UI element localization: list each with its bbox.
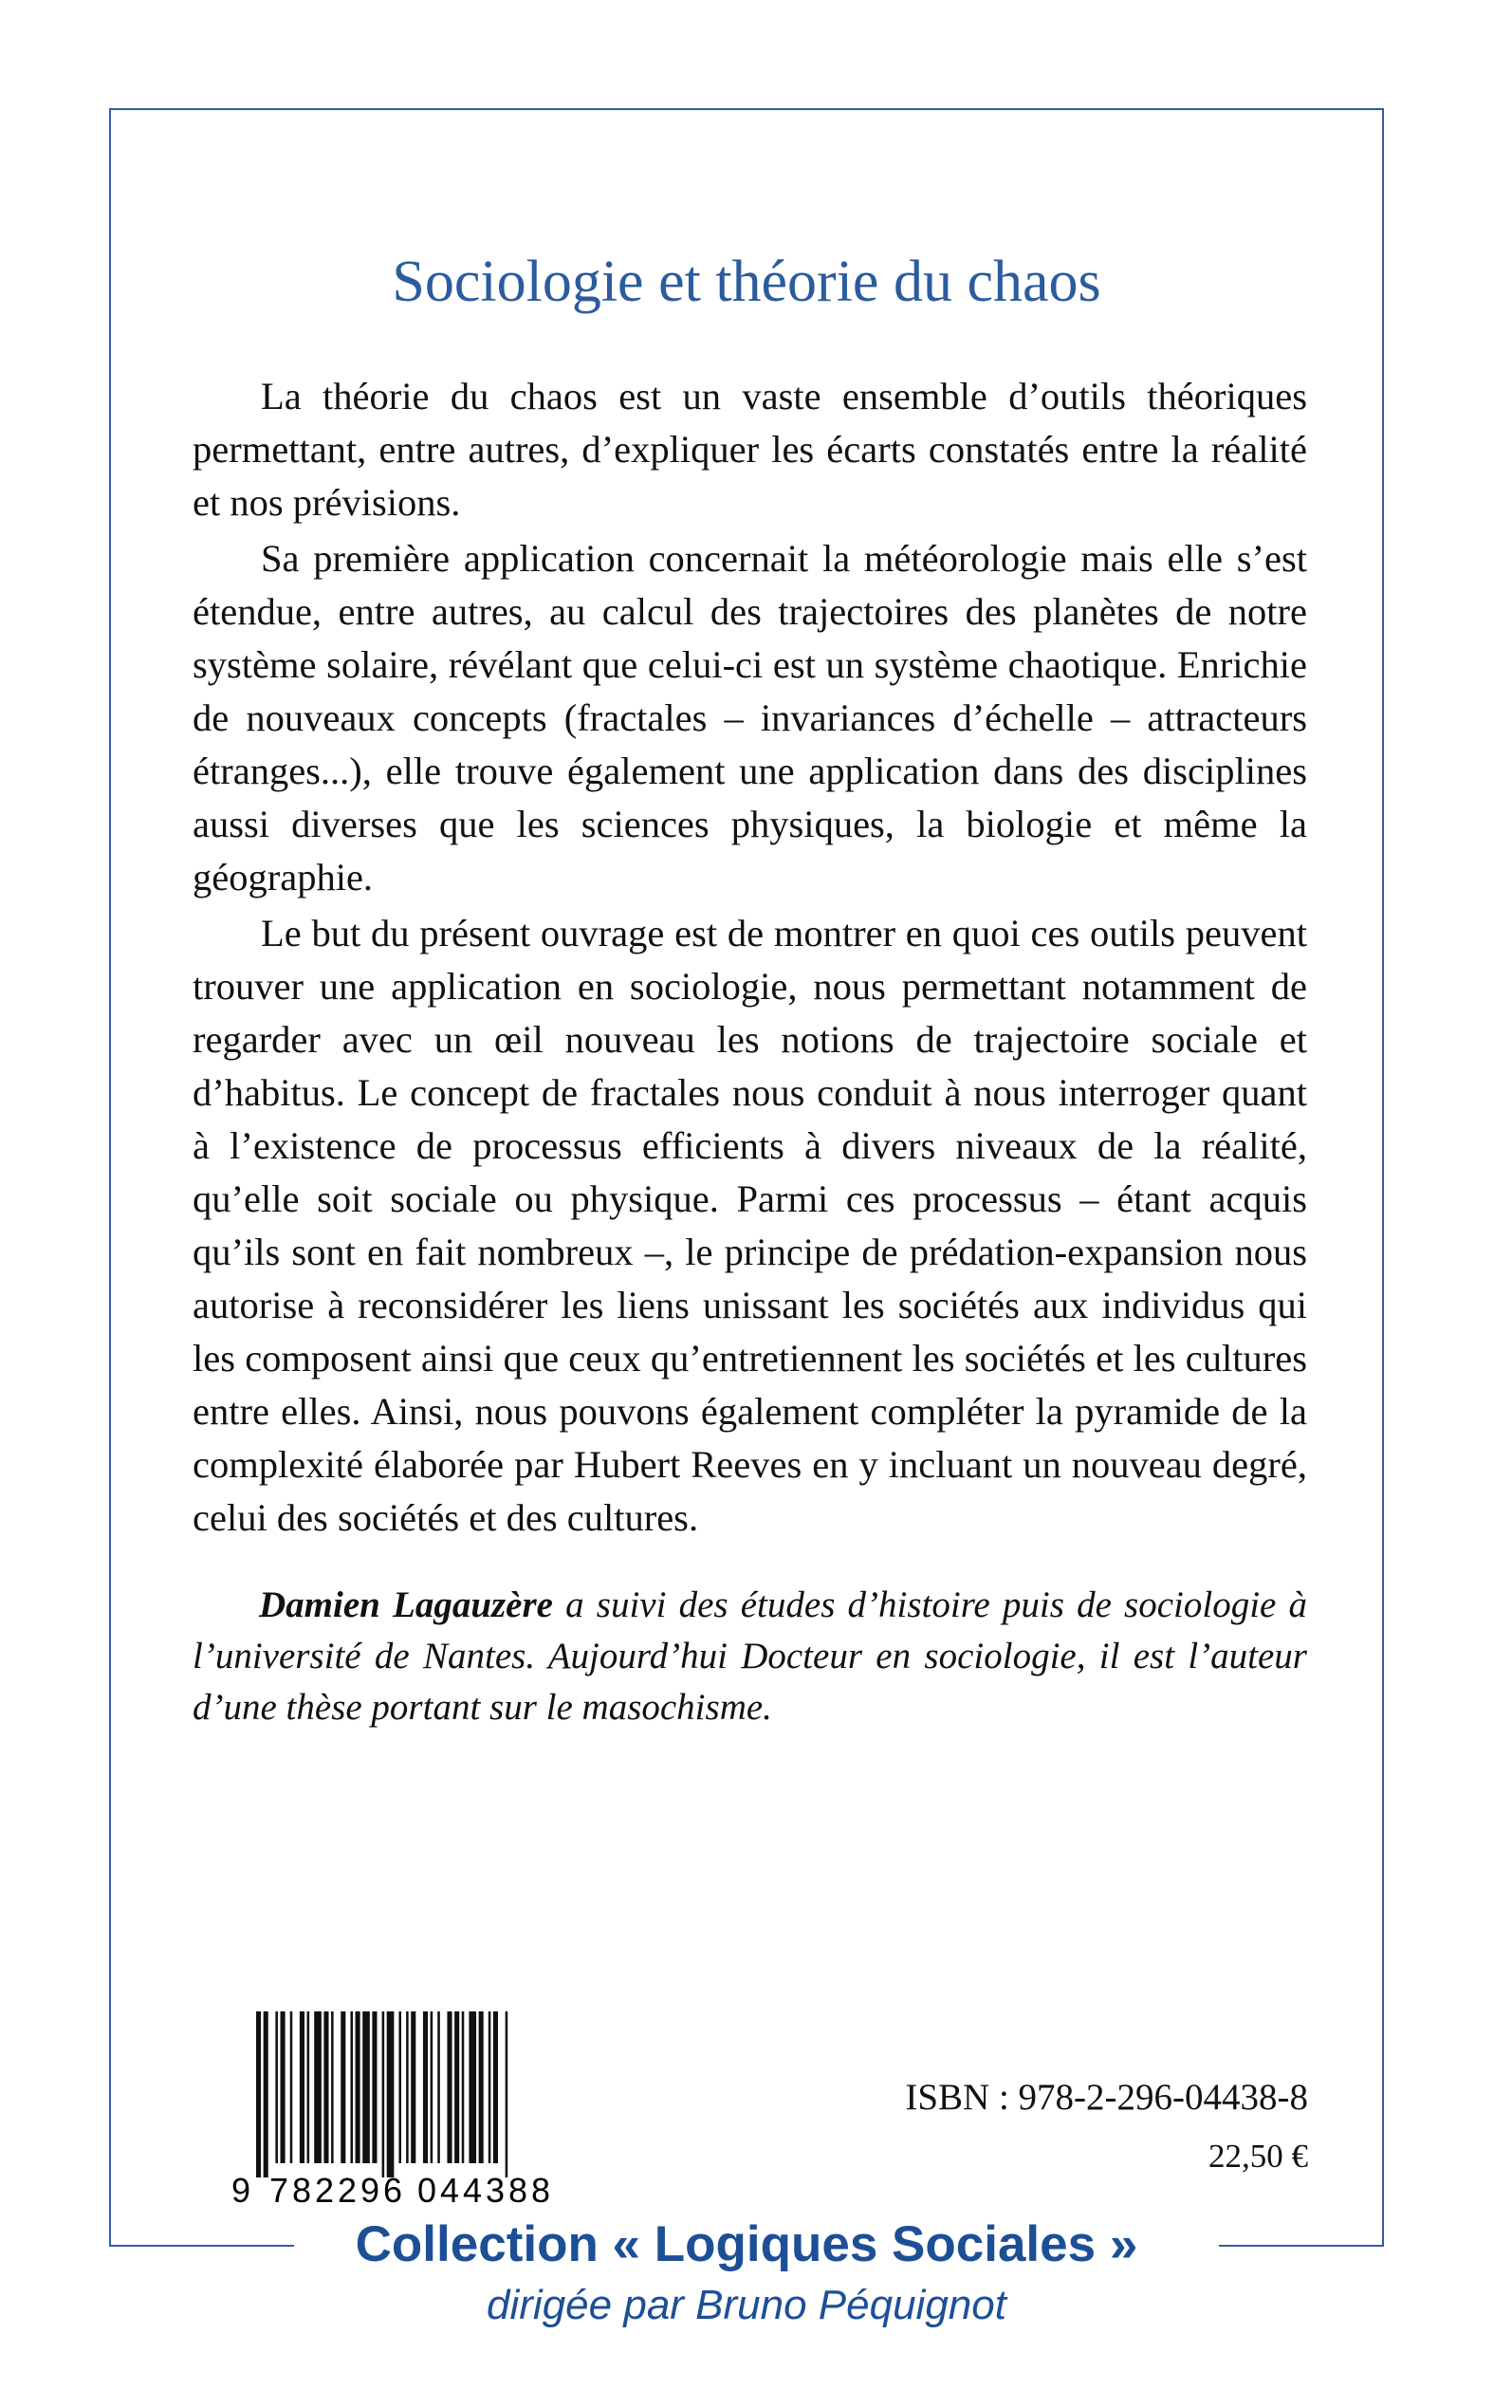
barcode-first-digit: 9 xyxy=(231,2171,251,2209)
barcode-bar xyxy=(341,2011,345,2163)
back-cover-summary xyxy=(193,370,1307,1547)
summary-paragraph-3: Le but du présent ouvrage est de montrer en quoi ces outils peuvent trouver une application en sociologie, nous permettant notamment de regarder avec un œil nouveau les notions de trajectoire sociale et d’habitus. Le concept de fractales nous conduit à nous interroger quant à l’existence de processus efficients à divers niveaux de la réalité, qu’elle soit sociale ou physique. Parmi ces processus – étant acquis qu’ils sont en fait nombreux –, le principe de prédation-expansion nous autorise à reconsidérer les liens unissant les sociétés aux individus qui les composent ainsi que ceux qu’entretiennent les sociétés et les cultures entre elles. Ainsi, nous pouvons également compléter la pyramide de la complexité élaborée par Hubert Reeves en y incluant un nouveau degré, celui des sociétés et des cultures. xyxy=(193,912,1307,1539)
barcode-bar xyxy=(275,2011,278,2163)
barcode-bar xyxy=(314,2011,322,2163)
barcode-bar xyxy=(431,2011,433,2163)
barcode-bar xyxy=(506,2011,508,2177)
barcode-bar xyxy=(256,2011,261,2177)
barcode-graphic xyxy=(228,2010,574,2209)
price-label: 22,50 € xyxy=(1208,2138,1308,2175)
barcode-bar xyxy=(281,2011,286,2163)
barcode-bar xyxy=(372,2011,377,2163)
barcode-bar xyxy=(493,2011,498,2163)
barcode-bar xyxy=(290,2011,293,2163)
barcode-bar xyxy=(307,2011,310,2163)
barcode-right-digits: 044388 xyxy=(417,2171,550,2209)
barcode-bar xyxy=(356,2011,360,2163)
barcode xyxy=(228,2010,574,2209)
barcode-bar xyxy=(437,2011,440,2163)
barcode-bar xyxy=(300,2011,304,2163)
summary-paragraph-1: La théorie du chaos est un vaste ensemble d’outils théoriques permettant, entre autres, d’expliquer les écarts constatés entre la réalité et nos prévisions. xyxy=(193,375,1307,524)
barcode-bar xyxy=(406,2011,409,2163)
barcode-bar xyxy=(387,2011,395,2177)
collection-director: dirigée par Bruno Péquignot xyxy=(487,2282,1006,2328)
barcode-bar xyxy=(447,2011,452,2163)
barcode-bar xyxy=(479,2011,484,2163)
barcode-bar xyxy=(411,2011,415,2163)
summary-paragraph-2: Sa première application concernait la météorologie mais elle s’est étendue, entre autres, au calcul des trajectoires des planètes de notre système solaire, révélant que celui-ci est un système chaotique. Enrichie de nouveaux concepts (fractales – invariances d’échelle – attracteurs étranges...), elle trouve également une application dans des disciplines aussi diverses que les sciences physiques, la biologie et même la géographie. xyxy=(193,537,1307,898)
barcode-bar xyxy=(469,2011,476,2163)
barcode-bar xyxy=(423,2011,428,2163)
barcode-bar xyxy=(398,2011,401,2163)
author-bio xyxy=(193,1580,1307,1733)
barcode-bar xyxy=(331,2011,334,2163)
barcode-bar xyxy=(454,2011,459,2163)
author-bio-text: a suivi des études d’histoire puis de sociologie à l’université de Nantes. Aujourd’hui Docteur en sociologie, il est l’auteur d’une thèse portant sur le masochisme. xyxy=(193,1584,1307,1728)
barcode-bar xyxy=(362,2011,370,2163)
barcode-bar xyxy=(489,2011,491,2163)
barcode-bar xyxy=(264,2011,268,2177)
collection-name: Collection « Logiques Sociales » xyxy=(355,2216,1138,2272)
barcode-bar xyxy=(382,2011,385,2177)
barcode-bar xyxy=(462,2011,465,2163)
barcode-bar xyxy=(350,2011,353,2163)
barcode-bar xyxy=(323,2011,328,2163)
book-title: Sociologie et théorie du chaos xyxy=(392,250,1101,314)
barcode-left-digits: 782296 xyxy=(269,2171,402,2209)
author-name: Damien Lagauzère xyxy=(259,1584,553,1625)
isbn-label: ISBN : 978-2-296-04438-8 xyxy=(905,2077,1308,2118)
